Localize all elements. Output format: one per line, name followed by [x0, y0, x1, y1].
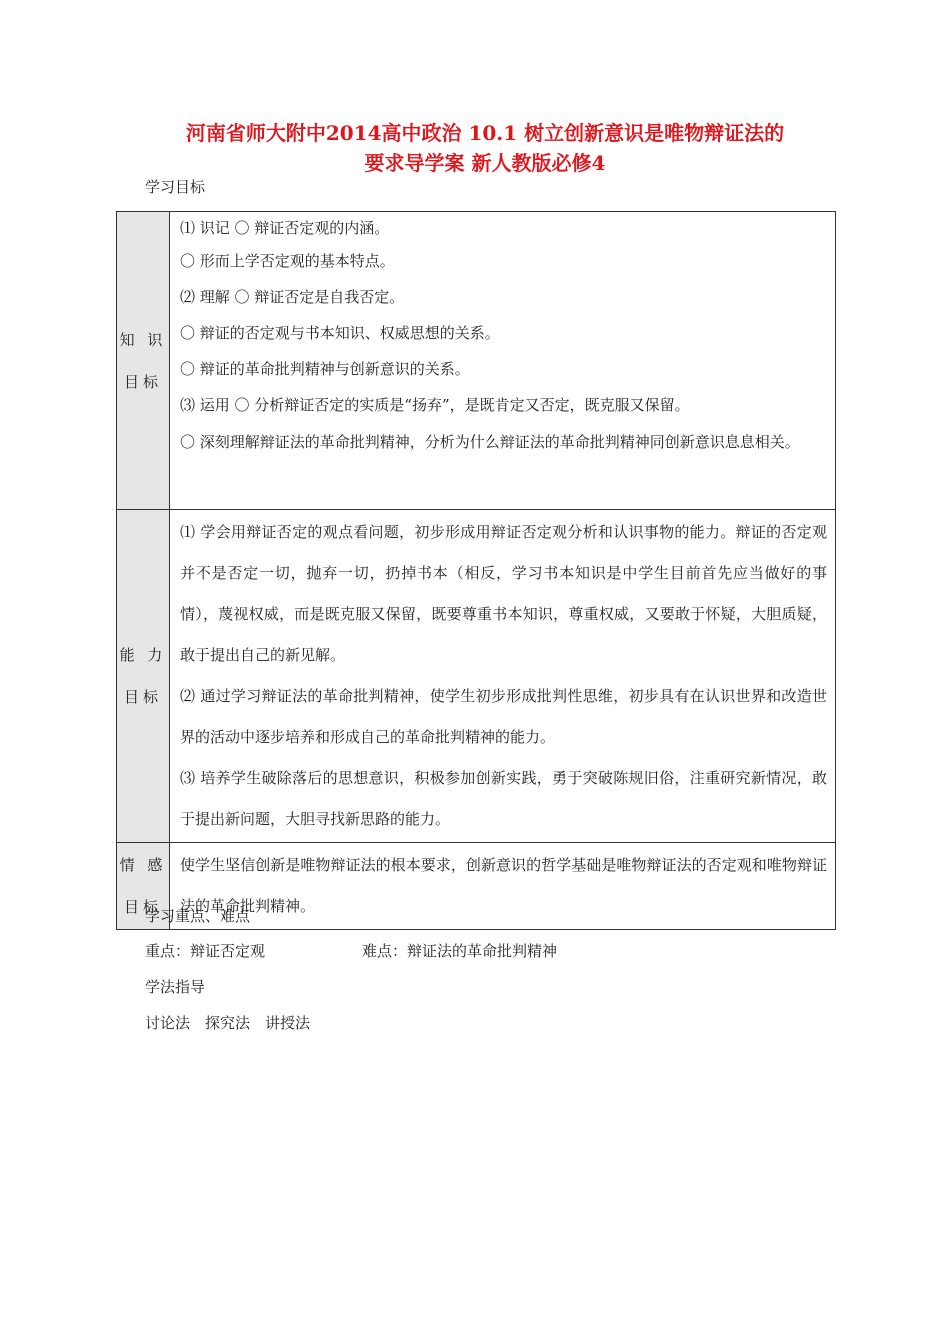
goal-line: ⑴ 学会用辩证否定的观点看问题，初步形成用辩证否定观分析和认识事物的能力。辩证的否定观并不是否定一切，抛弃一切，扔掉书本（相反，学习书本知识是中学生目前首先应当做好的事情），蔑视权威，而是既克服又保留，既要尊重书本知识，尊重权威，又要敢于怀疑，大胆质疑，敢于提出自己的新见解。	[180, 523, 827, 664]
goal-category-ability	[117, 510, 170, 843]
goal-line: 〇 深刻理解辩证法的革命批判精神，分析为什么辩证法的革命批判精神同创新意识息息相关。	[180, 433, 800, 451]
title-line-2: 要求导学案 新人教版必修4	[364, 151, 606, 175]
section-keypoints-heading: 学习重点、难点	[145, 907, 251, 925]
key-point: 重点：辩证否定观	[145, 942, 266, 960]
goal-line: ⑵ 理解 〇 辩证否定是自我否定。	[180, 288, 405, 306]
title-line-1: 河南省师大附中2014高中政治 10.1 树立创新意识是唯物辩证法的	[185, 121, 785, 145]
difficult-point: 难点：辩证法的革命批判精神	[362, 942, 558, 960]
goal-line: 〇 辩证的否定观与书本知识、权威思想的关系。	[180, 324, 500, 342]
document-title	[120, 118, 850, 178]
goal-content-emotion	[170, 843, 836, 930]
goal-category-knowledge	[117, 212, 170, 510]
methods-list: 讨论法 探究法 讲授法	[145, 1014, 311, 1032]
category-label-line2: 目标	[123, 372, 162, 391]
goal-row-knowledge	[117, 212, 836, 510]
goals-table	[116, 211, 836, 930]
category-label-line1: 能 力	[119, 646, 167, 664]
goal-line: ⑴ 识记 〇 辩证否定观的内涵。	[180, 219, 390, 237]
category-label-line1: 情 感	[119, 856, 167, 874]
goal-line: ⑵ 通过学习辩证法的革命批判精神，使学生初步形成批判性思维，初步具有在认识世界和改造世界的活动中逐步培养和形成自己的革命批判精神的能力。	[180, 687, 827, 746]
category-label-line2: 目标	[123, 688, 162, 706]
goal-line: 使学生坚信创新是唯物辩证法的根本要求，创新意识的哲学基础是唯物辩证法的否定观和唯物辩证法的革命批判精神。	[180, 856, 827, 915]
category-label-line1: 知 识	[119, 330, 167, 349]
goal-line: 〇 辩证的革命批判精神与创新意识的关系。	[180, 360, 470, 378]
category-label-line2: 目标	[123, 898, 162, 916]
section-goals-heading: 学习目标	[145, 178, 206, 196]
goal-content-ability	[170, 510, 836, 843]
section-method-heading: 学法指导	[145, 978, 206, 996]
goal-line: ⑶ 运用 〇 分析辩证否定的实质是“扬弃”，是既肯定又否定，既克服又保留。	[180, 396, 690, 414]
goal-row-ability	[117, 510, 836, 843]
goal-line: 〇 形而上学否定观的基本特点。	[180, 252, 395, 270]
goal-line: ⑶ 培养学生破除落后的思想意识，积极参加创新实践，勇于突破陈规旧俗，注重研究新情况，敢于提出新问题，大胆寻找新思路的能力。	[180, 769, 827, 828]
goal-content-knowledge	[170, 212, 836, 510]
